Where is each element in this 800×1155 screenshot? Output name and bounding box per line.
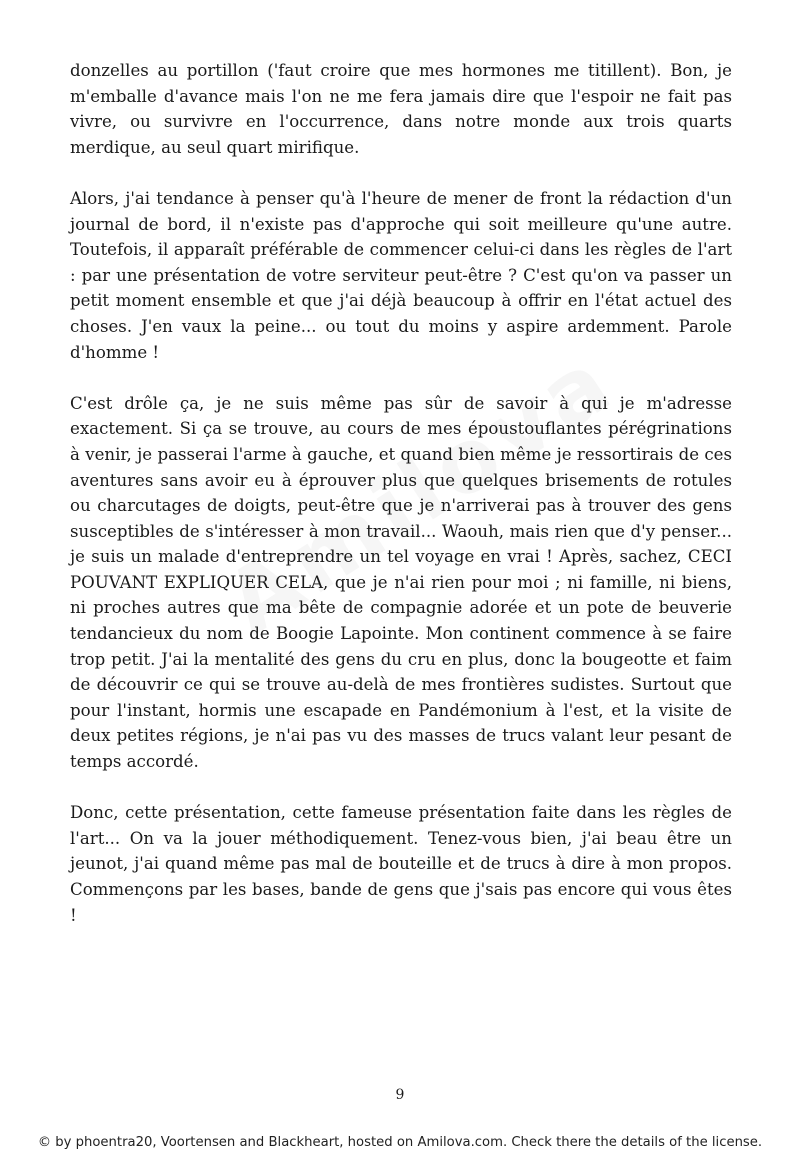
page-number: 9 (395, 1087, 405, 1103)
paragraph-4: Donc, cette présentation, cette fameuse présentation faite dans les règles de l'art... On va la jouer méthodiquement. Tenez-vous bien, j'ai beau être un jeunot, j'ai quand même pas mal de bouteille et de trucs à dire à mon propos. Commençons par les bases, bande de gens que j'sais pas encore qui vous êtes ! (70, 803, 732, 925)
paragraph-1: donzelles au portillon ('faut croire que mes hormones me titillent). Bon, je m'emballe d'avance mais l'on ne me fera jamais dire que l'espoir ne fait pas vivre, ou survivre en l'occurrence, dans notre monde aux trois quarts merdique, au seul quart mirifique. (70, 61, 732, 157)
paragraph-2: Alors, j'ai tendance à penser qu'à l'heure de mener de front la rédaction d'un journal de bord, il n'existe pas d'approche qui soit meilleure qu'une autre. Toutefois, il apparaît préférable de commencer celui-ci dans les règles de l'art : par une présentation de votre serviteur peut-être ? C'est qu'on va passer un petit moment ensemble et que j'ai déjà beaucoup à offrir en l'état actuel des choses. J'en vaux la peine... ou tout du moins y aspire ardemment. Parole d'homme ! (70, 188, 732, 362)
license-footer: © by phoentra20, Voortensen and Blackheart, hosted on Amilova.com. Check there the details of the license. (37, 1135, 763, 1150)
paragraph-3: C'est drôle ça, je ne suis même pas sûr de savoir à qui je m'adresse exactement. Si ça se trouve, au cours de mes époustouflantes pérégrinations à venir, je passerai l'arme à gauche, et quand bien même je ressortirais de ces aventures sans avoir eu à éprouver plus que quelques brisements de rotules ou charcutages de doigts, peut-être que je n'arriverai pas à trouver des gens susceptibles de s'intéresser à mon travail... Waouh, mais rien que d'y penser... je suis un malade d'entreprendre un tel voyage en vrai ! Après, sachez, CECI POUVANT EXPLIQUER CELA, que je n'ai rien pour moi ; ni famille, ni biens, ni proches autres que ma bête de compagnie adorée et un pote de beuverie tendancieux du nom de Boogie Lapointe. Mon continent commence à se faire trop petit. J'ai la mentalité des gens du cru en plus, donc la bougeotte et faim de découvrir ce qui se trouve au-delà de mes frontières sudistes. Surtout que pour l'instant, hormis une escapade en Pandémonium à l'est, et la visite de deux petites régions, je n'ai pas vu des masses de trucs valant leur pesant de temps accordé. (70, 393, 732, 772)
document-body (70, 58, 732, 954)
